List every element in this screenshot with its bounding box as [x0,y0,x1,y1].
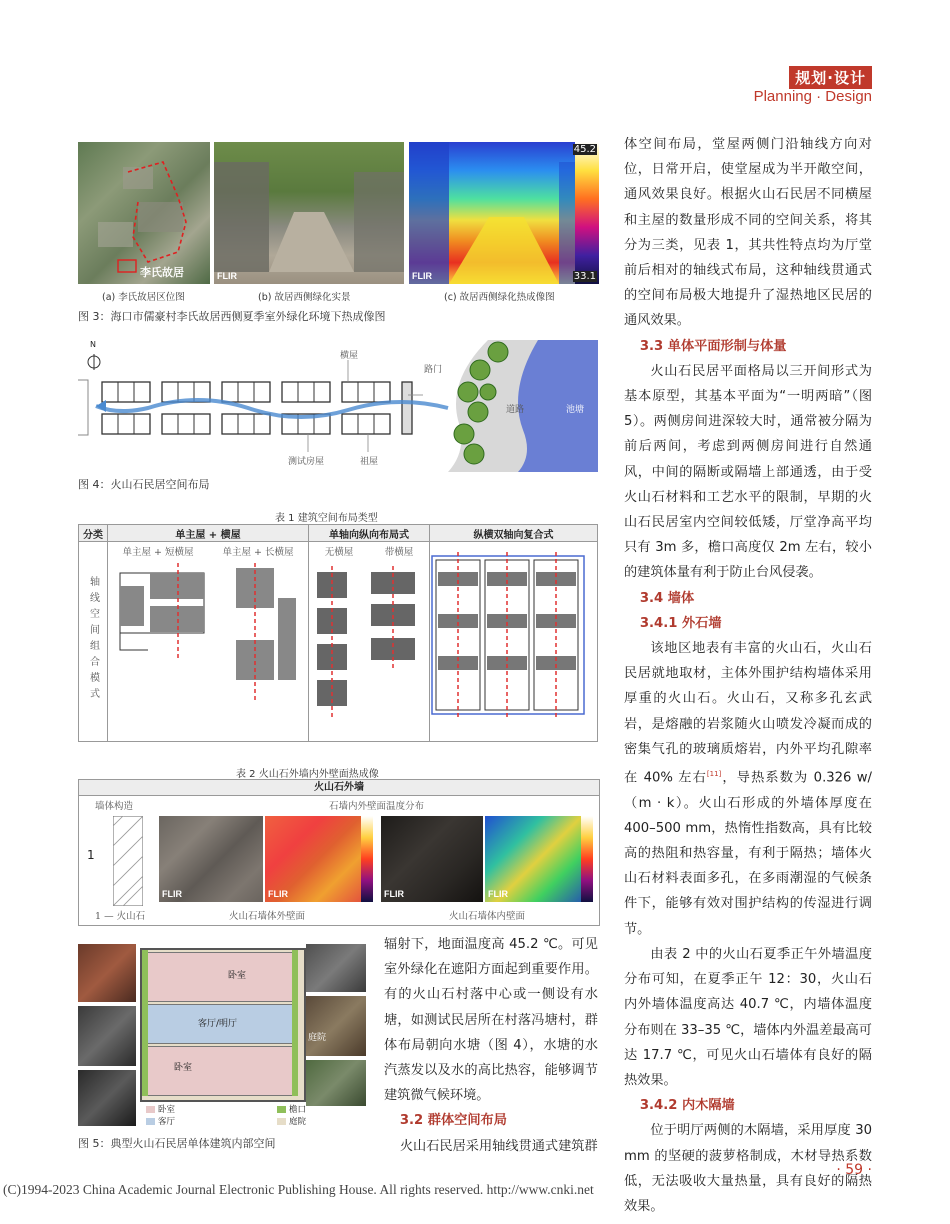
legend-keting: 客厅 [158,1117,176,1127]
table2-col2: 石墙内外壁面温度分布 [329,801,425,812]
heading-3-4-2: 3.4.2 内木隔墙 [639,1098,735,1114]
label-woshi-1: 卧室 [228,971,247,981]
thermal-scale-bar [575,142,599,284]
fig3-sub-b: (b) 故居西侧绿化实景 [258,292,351,303]
flir-logo: FLIR [412,271,432,281]
temp-min: 33.1 [573,271,596,282]
mid-paragraph-1: 辐射下，地面温度高 45.2 ℃。可见室外绿化在遮阳方面起到重要作用。有的火山石村落中心或一侧设有水塘，如测试民居所在村落冯塘村，群体布局朝向水塘（图 4），水塘的水汽蒸发以及水的高比热容，能够调节建筑微气候环境。 [384,937,598,1104]
outer-wall-photo [159,816,263,902]
fig3-green-photo [214,142,404,284]
legend-tingyuan: 庭院 [288,1117,306,1127]
table2 [78,779,600,926]
table2-legend: 1 — 火山石 [95,911,146,922]
fig5-photo-1 [78,944,136,1002]
table1-diagram-1 [108,558,308,728]
fig4-layout-diagram [78,340,598,472]
wall-construction-diagram [113,816,143,906]
fig5-floorplan [78,944,366,1129]
table1-diagram-3 [430,542,590,726]
inner-wall-thermal [485,816,593,902]
label-keting: 客厅/明厅 [198,1019,238,1029]
room-woshi-2 [146,1046,298,1096]
table1-diagram-2 [309,558,429,728]
copyright-footer: (C)1994-2023 China Academic Journal Electronic Publishing House. All rights reserved. http://www.cnki.net [3,1182,594,1197]
flir-logo: FLIR [488,889,508,899]
heading-3-2: 3.2 群体空间布局 [399,1113,507,1129]
table1-sub3: 无横屋 [324,547,354,558]
table1-rowlabel: 轴线空间组合模式 [87,576,99,704]
flir-logo: FLIR [217,271,237,281]
mid-paragraph-2: 火山石民居采用轴线贯通式建筑群 [399,1138,598,1154]
right-paragraph-4: 由表 2 中的火山石夏季正午外墙温度分布可知，在夏季正午 12：30，火山石内外墙体温度高达 40.7 ℃，内墙体温度分布则在 33–35 ℃，墙体内外温差最高可达 17.7 ℃，可见火山石墙体有良好的隔热效果。 [624,946,872,1088]
section-tag: 规划·设计 [789,66,872,89]
fig5-photo-4 [306,944,366,992]
fig3-thermal-image [409,142,599,284]
label-lumen: 路门 [424,365,443,375]
legend-yankou: 檐口 [288,1105,306,1115]
room-woshi-1 [146,952,298,1002]
heading-3-4: 3.4 墙体 [639,590,695,606]
inner-wall-photo [381,816,483,902]
table1-sub4: 带横屋 [384,547,414,558]
right-paragraph-3 [624,636,872,942]
table1-title: 表 1 建筑空间布局类型 [275,513,378,524]
table1 [78,524,598,742]
table2-title: 表 2 火山石外墙内外壁面热成像 [236,769,379,780]
flir-logo: FLIR [162,889,182,899]
label-tingyuan: 庭院 [308,1033,327,1043]
fig3-sub-a: (a) 李氏故居区位图 [102,292,185,303]
citation-ref[interactable]: [11] [706,770,722,779]
table2-outer-label: 火山石墙体外壁面 [229,911,306,922]
fig4-caption: 图 4：火山石民居空间布局 [78,478,210,491]
wall-num-label: 1 [87,848,95,862]
compass-north: N [90,340,96,349]
table1-h-col1: 单主屋 + 横屋 [108,525,309,542]
label-zuwu: 祖屋 [360,457,379,467]
table1-h-col2: 单轴向纵向布局式 [309,525,430,542]
fig5-photo-5 [306,996,366,1056]
flir-logo: FLIR [268,889,288,899]
right-paragraph-1: 体空间布局，堂屋两侧门沿轴线方向对位，日常开启，使堂屋成为半开敞空间，通风效果良好。根据火山石民居不同横屋和主屋的数量形成不同的空间关系，将其分为三类，见表 1，其共性特点均为厅堂前后相对的轴线式布局，这种轴线贯通式的空间布局极大地提升了湿热地区民居的通风效果。 [624,137,872,329]
table1-h-col3: 纵横双轴向复合式 [430,525,598,542]
fig5-legend [146,1104,306,1128]
outer-wall-thermal [265,816,373,902]
label-ceshi: 测试房屋 [288,457,325,467]
map-label: 李氏故居 [140,266,184,279]
table2-col1: 墙体构造 [95,801,134,812]
table1-h-fenlei: 分类 [79,525,108,542]
right-text-column [624,132,872,1219]
paragraph-3-part-b: ，导热系数为 0.326 w/（m · k）。火山石形成的外墙体厚度在400–500 mm，热惰性指数高，具有比较高的热阻和热容量，有利于隔热；墙体火山石材料表面多孔，在多雨潮湿的气候条件下，能够有效对围护结构的传湿进行调节。 [624,770,872,937]
label-hengwu: 横屋 [340,351,359,361]
fig5-caption: 图 5：典型火山石民居单体建筑内部空间 [78,1137,276,1150]
flir-logo: FLIR [384,889,404,899]
fig5-photo-2 [78,1006,136,1066]
label-chitang: 池塘 [566,405,585,415]
section-title-en: Planning · Design [753,88,872,105]
heading-3-3: 3.3 单体平面形制与体量 [639,338,787,354]
table1-sub2: 单主屋 + 长横屋 [222,547,294,558]
mid-text-column [384,932,598,1159]
fig3-sub-c: (c) 故居西侧绿化热成像图 [444,292,555,303]
fig3-caption: 图 3：海口市儒豪村李氏故居西侧夏季室外绿化环境下热成像图 [78,310,386,323]
temp-max: 45.2 [573,144,596,155]
table2-header: 火山石外墙 [79,780,599,796]
table2-inner-label: 火山石墙体内壁面 [449,911,526,922]
fig5-photo-3 [78,1070,136,1126]
right-paragraph-5: 位于明厅两侧的木隔墙，采用厚度 30 mm 的坚硬的菠萝格制成，木材导热系数低，无法吸收大量热量，具有良好的隔热效果。 [624,1123,872,1214]
heading-3-4-1: 3.4.1 外石墙 [639,615,722,631]
page-number: · 59 · [836,1162,872,1178]
right-paragraph-2: 火山石民居平面格局以三开间形式为基本原型，其基本平面为“一明两暗”（图 5）。两侧房间进深较大时，通常被分隔为前后两间，考虑到两侧房间进行自然通风，中间的隔断或隔墙上部通透，由于受火山石材料和工艺水平的限制，早期的火山石民居室内空间较低矮，厅堂净高平均只有 3m 多，檐口高度仅 2m 左右，较小的建筑体量有利于防止台风侵袭。 [624,363,872,581]
label-woshi-2: 卧室 [174,1063,193,1073]
fig3-map-photo [78,142,210,284]
table1-sub1: 单主屋 + 短横屋 [122,547,194,558]
fig5-photo-6 [306,1060,366,1106]
label-daolu: 道路 [506,405,525,415]
legend-woshi: 卧室 [158,1105,176,1115]
paragraph-3-part-a: 该地区地表有丰富的火山石，火山石民居就地取材，主体外围护结构墙体采用厚重的火山石。火山石，又称多孔玄武岩，是熔融的岩浆随火山喷发冷凝而成的密集气孔的玻璃质熔岩，内外平均孔隙率在 40% 左右 [624,641,872,786]
